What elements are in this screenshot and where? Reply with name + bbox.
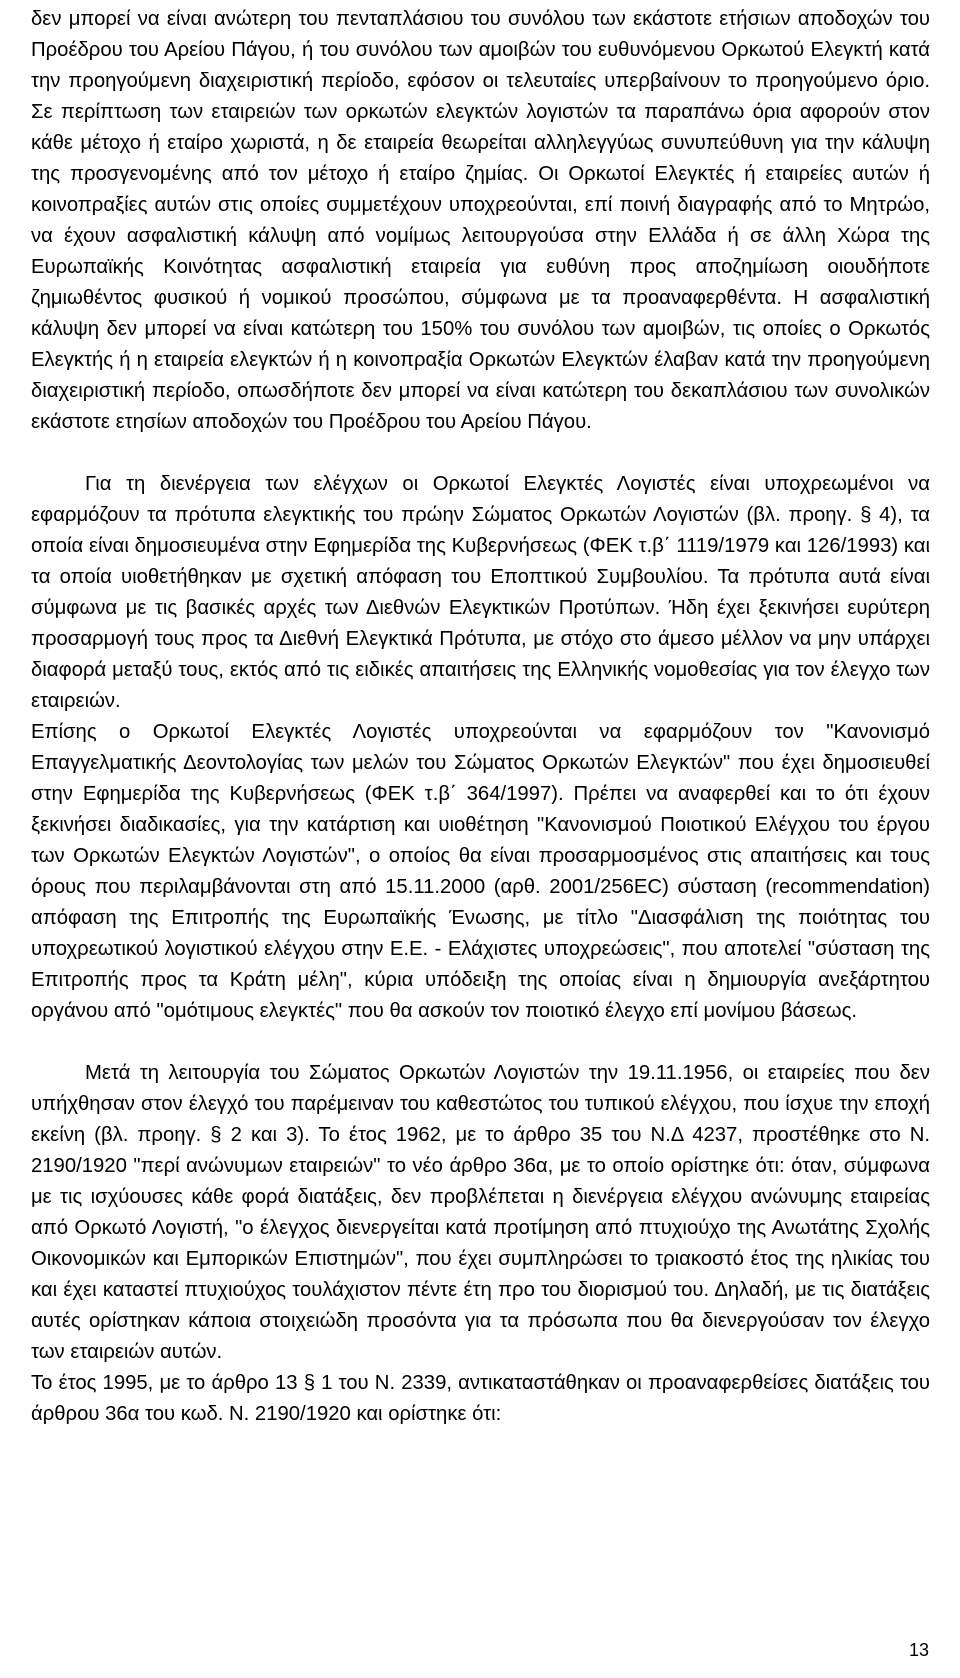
document-body	[31, 4, 930, 1430]
paragraph-gap	[31, 438, 930, 469]
paragraph-insurance-coverage: δεν μπορεί να είναι ανώτερη του πενταπλάσιου του συνόλου των εκάστοτε ετήσιων αποδοχών του Προέδρου του Αρείου Πάγου, ή του συνόλου των αμοιβών του ευθυνόμενου Ορκωτού Ελεγκτή κατά την προηγούμενη διαχειριστική περίοδο, εφόσον οι τελευταίες υπερβαίνουν το προηγούμενο όριο. Σε περίπτωση των εταιρειών των ορκωτών ελεγκτών λογιστών τα παραπάνω όρια αφορούν στον κάθε μέτοχο ή εταίρο χωριστά, η δε εταιρεία θεωρείται αλληλεγγύως συνυπεύθυνη για την κάλυψη της προσγενομένης από τον μέτοχο ή εταίρο ζημίας. Οι Ορκωτοί Ελεγκτές ή εταιρείες αυτών ή κοινοπραξίες αυτών στις οποίες συμμετέχουν υποχρεούνται, επί ποινή διαγραφής από το Μητρώο, να έχουν ασφαλιστική κάλυψη από νομίμως λειτουργούσα στην Ελλάδα ή σε άλλη Χώρα της Ευρωπαϊκής Κοινότητας ασφαλιστική εταιρεία για ευθύνη προς αποζημίωση οιουδήποτε ζημιωθέντος φυσικού ή νομικού προσώπου, σύμφωνα με τα προαναφερθέντα. Η ασφαλιστική κάλυψη δεν μπορεί να είναι κατώτερη του 150% του συνόλου των αμοιβών, τις οποίες ο Ορκωτός Ελεγκτής ή η εταιρεία ελεγκτών ή η κοινοπραξία Ορκωτών Ελεγκτών έλαβαν κατά την προηγούμενη διαχειριστική περίοδο, οπωσδήποτε δεν μπορεί να είναι κατώτερη του δεκαπλάσιου των συνολικών εκάστοτε ετησίων αποδοχών του Προέδρου του Αρείου Πάγου.	[31, 8, 930, 433]
paragraph-gap	[31, 1027, 930, 1058]
page-number: 13	[908, 1640, 929, 1660]
paragraph-history-of-audits: Μετά τη λειτουργία του Σώματος Ορκωτών Λογιστών την 19.11.1956, οι εταιρείες που δεν υπήχθησαν στον έλεγχό του παρέμειναν του καθεστώτος του τυπικού ελέγχου, που ίσχυε την εποχή εκείνη (βλ. προηγ. § 2 και 3). Το έτος 1962, με το άρθρο 35 του Ν.Δ 4237, προστέθηκε στο Ν. 2190/1920 "περί ανώνυμων εταιρειών" το νέο άρθρο 36α, με το οποίο ορίστηκε ότι: όταν, σύμφωνα με τις ισχύουσες κάθε φορά διατάξεις, δεν προβλέπεται η διενέργεια ελέγχου ανώνυμης εταιρείας από Ορκωτό Λογιστή, "ο έλεγχος διενεργείται κατά προτίμηση από πτυχιούχο της Ανωτάτης Σχολής Οικονομικών και Εμπορικών Επιστημών", που έχει συμπληρώσει το τριακοστό έτος της ηλικίας του και έχει καταστεί πτυχιούχος τουλάχιστον πέντε έτη προ του διορισμού του. Δηλαδή, με τις διατάξεις αυτές ορίστηκαν κάποια στοιχειώδη προσόντα για τα πρόσωπα που θα διενεργούσαν τον έλεγχο των εταιρειών αυτών. Το έτος 1995, με το άρθρο 13 § 1 του Ν. 2339, αντικαταστάθηκαν οι προαναφερθείσες διατάξεις του άρθρου 36α του κωδ. Ν. 2190/1920 και ορίστηκε ότι:	[31, 1062, 930, 1425]
paragraph-audit-standards: Για τη διενέργεια των ελέγχων οι Ορκωτοί Ελεγκτές Λογιστές είναι υποχρεωμένοι να εφαρμόζουν τα πρότυπα ελεγκτικής του πρώην Σώματος Ορκωτών Λογιστών (βλ. προηγ. § 4), τα οποία είναι δημοσιευμένα στην Εφημερίδα της Κυβερνήσεως (ΦΕΚ τ.β΄ 1119/1979 και 126/1993) και τα οποία υιοθετήθηκαν με σχετική απόφαση του Εποπτικού Συμβουλίου. Τα πρότυπα αυτά είναι σύμφωνα με τις βασικές αρχές των Διεθνών Ελεγκτικών Προτύπων. Ήδη έχει ξεκινήσει ευρύτερη προσαρμογή τους προς τα Διεθνή Ελεγκτικά Πρότυπα, με στόχο στο άμεσο μέλλον να μην υπάρχει διαφορά μεταξύ τους, εκτός από τις ειδικές απαιτήσεις της Ελληνικής νομοθεσίας για τον έλεγχο των εταιρειών. Επίσης ο Ορκωτοί Ελεγκτές Λογιστές υποχρεούνται να εφαρμόζουν τον "Κανονισμό Επαγγελματικής Δεοντολογίας των μελών του Σώματος Ορκωτών Ελεγκτών" που έχει δημοσιευθεί στην Εφημερίδα της Κυβερνήσεως (ΦΕΚ τ.β΄ 364/1997). Πρέπει να αναφερθεί και το ότι έχουν ξεκινήσει διαδικασίες, για την κατάρτιση και υιοθέτηση "Κανονισμού Ποιοτικού Ελέγχου του έργου των Ορκωτών Ελεγκτών Λογιστών", ο οποίος θα είναι προσαρμοσμένος στις απαιτήσεις και τους όρους που περιλαμβάνονται στη από 15.11.2000 (αρθ. 2001/256EC) σύσταση (recommendation) απόφαση της Επιτροπής της Ευρωπαϊκής Ένωσης, με τίτλο "Διασφάλιση της ποιότητας του υποχρεωτικού λογιστικού ελέγχου στην Ε.Ε. - Ελάχιστες υποχρεώσεις", που αποτελεί "σύσταση της Επιτροπής προς τα Κράτη μέλη", κύρια υπόδειξη της οποίας είναι η δημιουργία ανεξάρτητου οργάνου από "ομότιμους ελεγκτές" που θα ασκούν τον ποιοτικό έλεγχο επί μονίμου βάσεως.	[31, 473, 930, 1022]
